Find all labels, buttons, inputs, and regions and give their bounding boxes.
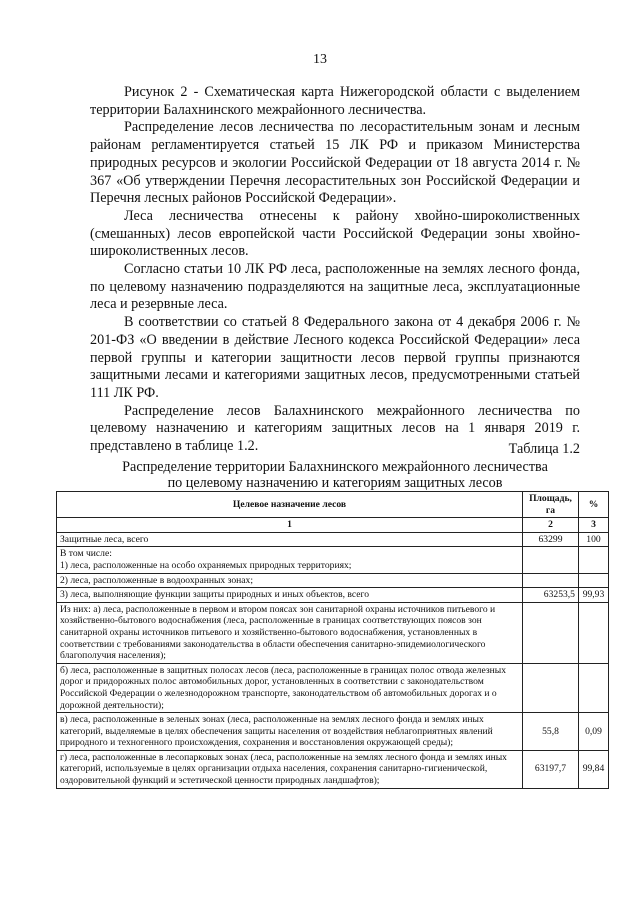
header-area: Площадь, га: [523, 492, 579, 518]
row-name: Из них: а) леса, расположенные в первом и втором поясах зон санитарной охраны источников питьевого и хозяйственно-бытового водоснабжения (леса, расположенные в границах соответствующих поясов зон санитарной охраны источников питьевого и хозяйственно-бытового водоснабжения, установленных в соответствии с требованиями законодательства в области обеспечения санитарно-эпидемиологического благополучия населения);: [57, 602, 523, 663]
row-percent: [578, 547, 608, 573]
table-title-line: по целевому назначению и категориям защитных лесов: [167, 475, 503, 491]
table-title: [90, 459, 580, 491]
row-area: [523, 547, 579, 573]
header-purpose: Целевое назначение лесов: [57, 492, 523, 518]
row-area: 63299: [523, 532, 579, 547]
table-row: [57, 663, 609, 712]
table-row: [57, 713, 609, 751]
row-percent: 99,93: [578, 588, 608, 603]
column-number: 2: [523, 518, 579, 533]
table-header-row: [57, 492, 609, 518]
table-label: Таблица 1.2: [508, 441, 580, 457]
paragraph: Согласно статьи 10 ЛК РФ леса, расположенные на землях лесного фонда, по целевому назначению подразделяются на защитные леса, эксплуатационные леса и резервные леса.: [90, 261, 580, 313]
row-name: 2) леса, расположенные в водоохранных зонах;: [57, 573, 523, 588]
row-percent: 0,09: [578, 713, 608, 751]
row-name: в) леса, расположенные в зеленых зонах (леса, расположенные на землях лесного фонда и землях иных категорий, выделяемые в целях обеспечения защиты населения от воздействия неблагоприятных явлений природного и техногенного происхождения, сохранения и восстановления окружающей среды);: [57, 713, 523, 751]
row-name: Защитные леса, всего: [57, 532, 523, 547]
table-row: [57, 588, 609, 603]
paragraph: Распределение лесов Балахнинского межрайонного лесничества по целевому назначению и категориям защитных лесов на 1 января 2019 г. представлено в таблице 1.2.: [90, 402, 580, 455]
page-number: 13: [313, 52, 327, 67]
table-row: [57, 750, 609, 788]
row-name: В том числе: 1) леса, расположенные на особо охраняемых природных территориях;: [57, 547, 523, 573]
distribution-table: [56, 491, 609, 789]
row-percent: [578, 602, 608, 663]
row-name: 3) леса, выполняющие функции защиты природных и иных объектов, всего: [57, 588, 523, 603]
row-area: [523, 602, 579, 663]
row-percent: 100: [578, 532, 608, 547]
row-area: [523, 663, 579, 712]
row-area: [523, 573, 579, 588]
table-row: [57, 532, 609, 547]
row-name: б) леса, расположенные в защитных полосах лесов (леса, расположенные в границах полос отвода железных дорог и придорожных полос автомобильных дорог, установленных в соответствии с законодательством Российской Федерации о железнодорожном транспорте, законодательством об автомобильных дорогах и о дорожной деятельности);: [57, 663, 523, 712]
table-row: [57, 547, 609, 573]
row-area: 55,8: [523, 713, 579, 751]
column-number: 1: [57, 518, 523, 533]
row-percent: 99,84: [578, 750, 608, 788]
column-number-row: [57, 518, 609, 533]
table-row: [57, 573, 609, 588]
row-percent: [578, 663, 608, 712]
header-percent: %: [578, 492, 608, 518]
row-percent: [578, 573, 608, 588]
row-name: г) леса, расположенные в лесопарковых зонах (леса, расположенные на землях лесного фонда и землях иных категорий, используемые в целях организации отдыха населения, сохранения санитарно-гигиенической, оздоровительной функций и эстетической ценности природных ландшафтов);: [57, 750, 523, 788]
paragraph: Леса лесничества отнесены к району хвойно-широколиственных (смешанных) лесов европейской части Российской Федерации зоны хвойно-широколиственных лесов.: [90, 207, 580, 260]
row-area: 63197,7: [523, 750, 579, 788]
body-text: [90, 84, 580, 456]
table-title-line: Распределение территории Балахнинского межрайонного лесничества: [122, 459, 548, 475]
paragraph: Распределение лесов лесничества по лесорастительным зонам и лесным районам регламентируется статьей 15 ЛК РФ и приказом Министерства природных ресурсов и экологии Российской Федерации от 18 августа 2014 г. № 367 «Об утверждении Перечня лесорастительных зон Российской Федерации и Перечня лесных районов Российской Федерации».: [90, 119, 580, 207]
row-area: 63253,5: [523, 588, 579, 603]
table-row: [57, 602, 609, 663]
column-number: 3: [578, 518, 608, 533]
paragraph: В соответствии со статьей 8 Федерального закона от 4 декабря 2006 г. № 201-ФЗ «О введении в действие Лесного кодекса Российской Федерации» леса первой группы и категории защитности лесов первой группы признаются защитными лесами и категориями защитных лесов, предусмотренными статьей 111 ЛК РФ.: [90, 314, 580, 401]
figure-caption-paragraph: Рисунок 2 - Схематическая карта Нижегородской области с выделением территории Балахнинского межрайонного лесничества.: [90, 84, 580, 118]
